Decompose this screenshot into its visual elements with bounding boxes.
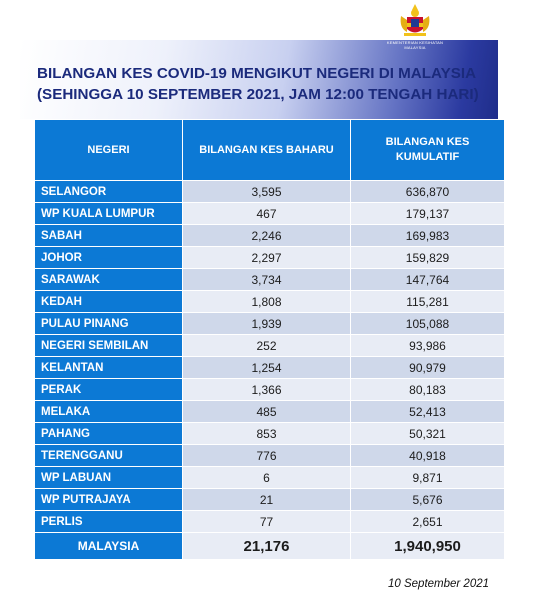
table-row (35, 467, 505, 489)
table-row (35, 401, 505, 423)
column-header-state: NEGERI (35, 120, 183, 181)
total-cumulative-cases-cell: 1,940,950 (351, 533, 505, 560)
cumulative-cases-cell: 5,676 (351, 489, 505, 511)
cumulative-cases-cell: 93,986 (351, 335, 505, 357)
table-row (35, 203, 505, 225)
column-header-new-cases: BILANGAN KES BAHARU (183, 120, 351, 181)
state-name-cell: SELANGOR (35, 181, 183, 203)
state-name-cell: SARAWAK (35, 269, 183, 291)
state-name-cell: PERLIS (35, 511, 183, 533)
table-body (35, 181, 505, 560)
new-cases-cell: 6 (183, 467, 351, 489)
new-cases-cell: 467 (183, 203, 351, 225)
state-name-cell: JOHOR (35, 247, 183, 269)
cumulative-cases-cell: 179,137 (351, 203, 505, 225)
column-header-cumulative-cases: BILANGAN KES KUMULATIF (351, 120, 505, 181)
table-header-row (35, 120, 505, 181)
state-name-cell: WP LABUAN (35, 467, 183, 489)
total-label-cell: MALAYSIA (35, 533, 183, 560)
cumulative-cases-cell: 2,651 (351, 511, 505, 533)
table-row (35, 489, 505, 511)
title-line-1: BILANGAN KES COVID-19 MENGIKUT NEGERI DI MALAYSIA (37, 65, 477, 82)
state-name-cell: KELANTAN (35, 357, 183, 379)
new-cases-cell: 3,595 (183, 181, 351, 203)
new-cases-cell: 1,939 (183, 313, 351, 335)
emblem-text: KEMENTERIAN KESIHATAN MALAYSIA (386, 40, 444, 50)
coat-of-arms-icon (395, 2, 435, 40)
new-cases-cell: 1,366 (183, 379, 351, 401)
state-name-cell: KEDAH (35, 291, 183, 313)
state-name-cell: TERENGGANU (35, 445, 183, 467)
table-row (35, 313, 505, 335)
state-name-cell: WP KUALA LUMPUR (35, 203, 183, 225)
table-row (35, 445, 505, 467)
new-cases-cell: 485 (183, 401, 351, 423)
new-cases-cell: 1,808 (183, 291, 351, 313)
new-cases-cell: 252 (183, 335, 351, 357)
cumulative-cases-cell: 40,918 (351, 445, 505, 467)
state-name-cell: MELAKA (35, 401, 183, 423)
cumulative-cases-cell: 169,983 (351, 225, 505, 247)
state-name-cell: WP PUTRAJAYA (35, 489, 183, 511)
title-line-2: (SEHINGGA 10 SEPTEMBER 2021, JAM 12:00 TENGAH HARI) (37, 86, 479, 103)
covid-cases-table (34, 119, 505, 560)
state-name-cell: PULAU PINANG (35, 313, 183, 335)
cumulative-cases-cell: 159,829 (351, 247, 505, 269)
state-name-cell: SABAH (35, 225, 183, 247)
state-name-cell: NEGERI SEMBILAN (35, 335, 183, 357)
state-name-cell: PERAK (35, 379, 183, 401)
table-row (35, 423, 505, 445)
cumulative-cases-cell: 115,281 (351, 291, 505, 313)
ministry-emblem (385, 2, 445, 54)
new-cases-cell: 77 (183, 511, 351, 533)
table-row (35, 181, 505, 203)
cumulative-cases-cell: 52,413 (351, 401, 505, 423)
new-cases-cell: 3,734 (183, 269, 351, 291)
table-row (35, 511, 505, 533)
table-row (35, 291, 505, 313)
cumulative-cases-cell: 80,183 (351, 379, 505, 401)
total-new-cases-cell: 21,176 (183, 533, 351, 560)
total-row (35, 533, 505, 560)
table-row (35, 379, 505, 401)
new-cases-cell: 21 (183, 489, 351, 511)
report-date: 10 September 2021 (388, 578, 490, 590)
cumulative-cases-cell: 50,321 (351, 423, 505, 445)
new-cases-cell: 776 (183, 445, 351, 467)
page-title (37, 63, 507, 105)
new-cases-cell: 853 (183, 423, 351, 445)
cumulative-cases-cell: 147,764 (351, 269, 505, 291)
state-name-cell: PAHANG (35, 423, 183, 445)
table-row (35, 247, 505, 269)
table-row (35, 225, 505, 247)
new-cases-cell: 2,297 (183, 247, 351, 269)
cumulative-cases-cell: 90,979 (351, 357, 505, 379)
new-cases-cell: 2,246 (183, 225, 351, 247)
cumulative-cases-cell: 636,870 (351, 181, 505, 203)
table-row (35, 335, 505, 357)
table-row (35, 357, 505, 379)
cumulative-cases-cell: 105,088 (351, 313, 505, 335)
table-row (35, 269, 505, 291)
cumulative-cases-cell: 9,871 (351, 467, 505, 489)
new-cases-cell: 1,254 (183, 357, 351, 379)
